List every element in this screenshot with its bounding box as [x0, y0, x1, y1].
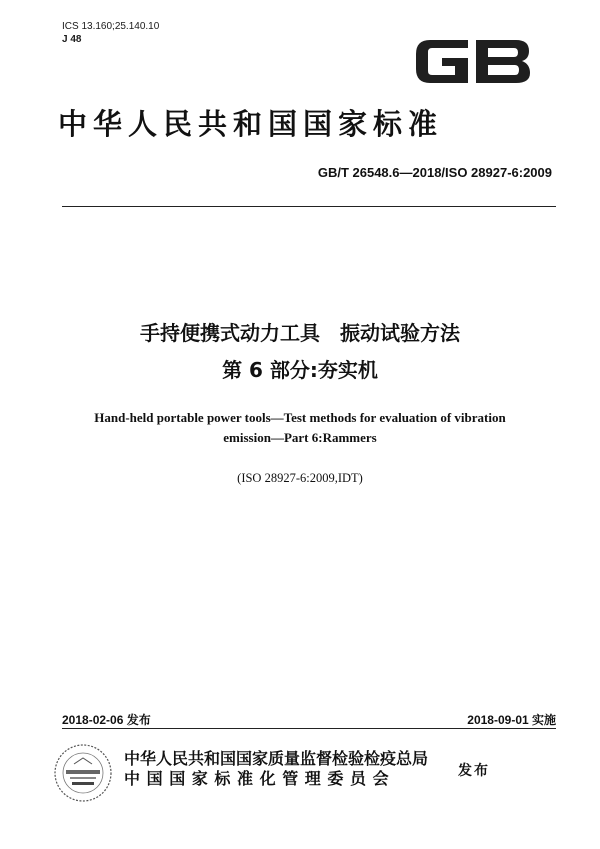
issuer-line1: 中华人民共和国国家质量监督检验检疫总局: [124, 749, 429, 768]
implementation-date: 2018-09-01 实施: [467, 713, 556, 727]
bottom-divider: [62, 728, 556, 729]
english-title-line1: Hand-held portable power tools—Test methods for evaluation of vibration: [94, 410, 506, 425]
ics-code: ICS 13.160;25.140.10: [62, 21, 160, 32]
classification-code: J 48: [62, 34, 82, 45]
adoption-note: (ISO 28927-6:2009,IDT): [237, 471, 363, 485]
chinese-title-line1: 手持便携式动力工具 振动试验方法: [140, 321, 460, 345]
gb-logo: [410, 34, 535, 89]
top-divider: [62, 206, 556, 207]
english-title-line2: emission—Part 6:Rammers: [223, 430, 377, 445]
national-standard-title: 中华人民共和国国家标准: [58, 107, 444, 141]
standard-number: GB/T 26548.6—2018/ISO 28927-6:2009: [317, 165, 552, 180]
anti-counterfeit-seal-icon: [52, 742, 114, 804]
chinese-title-line2: 第 6 部分:夯实机: [222, 358, 378, 382]
issue-label: 发布: [458, 763, 490, 779]
issue-date: 2018-02-06 发布: [62, 713, 151, 727]
issuer-line2: 中国国家标准化管理委员会: [124, 769, 396, 788]
